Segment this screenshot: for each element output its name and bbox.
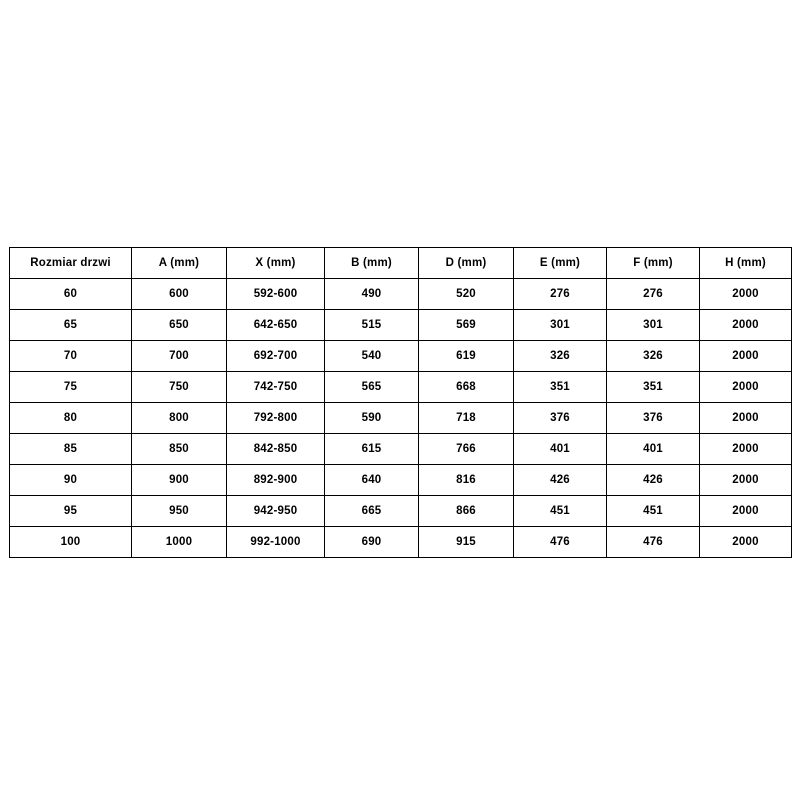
cell-d: 619 (419, 341, 514, 372)
table-header-row (10, 248, 792, 279)
cell-b: 640 (325, 465, 419, 496)
cell-a: 850 (132, 434, 227, 465)
cell-f: 351 (607, 372, 700, 403)
cell-e: 451 (514, 496, 607, 527)
cell-b: 490 (325, 279, 419, 310)
column-header-f: F (mm) (607, 248, 700, 279)
cell-door-size: 65 (10, 310, 132, 341)
cell-x: 642-650 (227, 310, 325, 341)
cell-h: 2000 (700, 496, 792, 527)
table-row (10, 465, 792, 496)
cell-h: 2000 (700, 279, 792, 310)
cell-x: 792-800 (227, 403, 325, 434)
cell-x: 592-600 (227, 279, 325, 310)
cell-door-size: 75 (10, 372, 132, 403)
column-header-b: B (mm) (325, 248, 419, 279)
cell-door-size: 100 (10, 527, 132, 558)
cell-e: 301 (514, 310, 607, 341)
cell-x: 992-1000 (227, 527, 325, 558)
cell-door-size: 60 (10, 279, 132, 310)
cell-e: 376 (514, 403, 607, 434)
table-body (10, 279, 792, 558)
cell-a: 1000 (132, 527, 227, 558)
cell-x: 892-900 (227, 465, 325, 496)
cell-h: 2000 (700, 341, 792, 372)
table-header (10, 248, 792, 279)
cell-h: 2000 (700, 434, 792, 465)
cell-door-size: 90 (10, 465, 132, 496)
cell-f: 301 (607, 310, 700, 341)
cell-h: 2000 (700, 465, 792, 496)
cell-b: 590 (325, 403, 419, 434)
table-row (10, 496, 792, 527)
cell-f: 276 (607, 279, 700, 310)
cell-d: 520 (419, 279, 514, 310)
cell-d: 915 (419, 527, 514, 558)
column-header-h: H (mm) (700, 248, 792, 279)
cell-f: 401 (607, 434, 700, 465)
cell-h: 2000 (700, 372, 792, 403)
cell-door-size: 80 (10, 403, 132, 434)
cell-f: 376 (607, 403, 700, 434)
cell-d: 766 (419, 434, 514, 465)
cell-x: 692-700 (227, 341, 325, 372)
cell-e: 426 (514, 465, 607, 496)
cell-d: 718 (419, 403, 514, 434)
column-header-e: E (mm) (514, 248, 607, 279)
table-row (10, 341, 792, 372)
cell-b: 565 (325, 372, 419, 403)
cell-x: 742-750 (227, 372, 325, 403)
cell-a: 750 (132, 372, 227, 403)
cell-door-size: 85 (10, 434, 132, 465)
table-row (10, 310, 792, 341)
cell-b: 540 (325, 341, 419, 372)
table-row (10, 279, 792, 310)
cell-door-size: 95 (10, 496, 132, 527)
column-header-a: A (mm) (132, 248, 227, 279)
cell-f: 451 (607, 496, 700, 527)
cell-e: 326 (514, 341, 607, 372)
cell-a: 800 (132, 403, 227, 434)
cell-h: 2000 (700, 310, 792, 341)
cell-d: 866 (419, 496, 514, 527)
cell-f: 326 (607, 341, 700, 372)
table-row (10, 434, 792, 465)
cell-e: 401 (514, 434, 607, 465)
cell-x: 842-850 (227, 434, 325, 465)
table-row (10, 372, 792, 403)
cell-x: 942-950 (227, 496, 325, 527)
cell-b: 690 (325, 527, 419, 558)
cell-door-size: 70 (10, 341, 132, 372)
cell-b: 615 (325, 434, 419, 465)
door-size-table (9, 247, 792, 558)
spec-table-container (9, 247, 791, 558)
column-header-door-size: Rozmiar drzwi (10, 248, 132, 279)
cell-e: 276 (514, 279, 607, 310)
cell-f: 476 (607, 527, 700, 558)
cell-a: 950 (132, 496, 227, 527)
cell-d: 816 (419, 465, 514, 496)
cell-b: 665 (325, 496, 419, 527)
cell-a: 650 (132, 310, 227, 341)
cell-a: 700 (132, 341, 227, 372)
table-row (10, 403, 792, 434)
cell-f: 426 (607, 465, 700, 496)
column-header-x: X (mm) (227, 248, 325, 279)
cell-a: 900 (132, 465, 227, 496)
cell-a: 600 (132, 279, 227, 310)
table-row (10, 527, 792, 558)
cell-d: 668 (419, 372, 514, 403)
cell-b: 515 (325, 310, 419, 341)
cell-d: 569 (419, 310, 514, 341)
cell-h: 2000 (700, 527, 792, 558)
cell-h: 2000 (700, 403, 792, 434)
cell-e: 476 (514, 527, 607, 558)
column-header-d: D (mm) (419, 248, 514, 279)
cell-e: 351 (514, 372, 607, 403)
